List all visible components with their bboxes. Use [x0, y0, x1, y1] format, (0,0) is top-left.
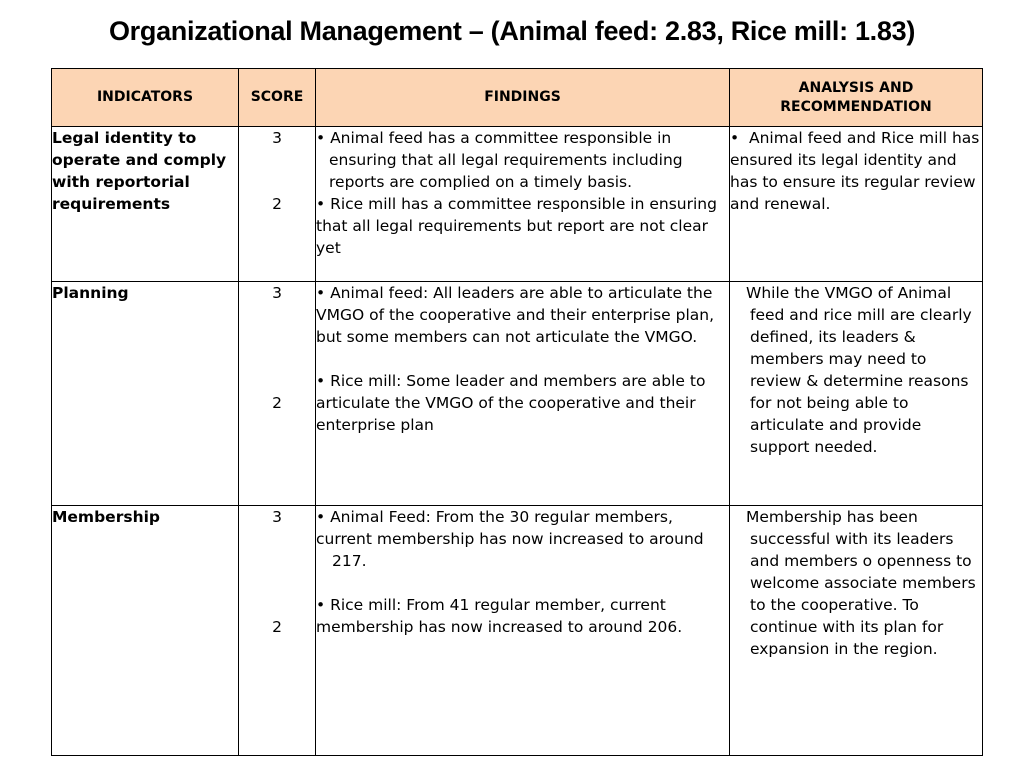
analysis-text: • Animal feed and Rice mill has ensured its legal identity and has to ensure its regular review and renewal. [730, 129, 980, 213]
score-cell [239, 282, 316, 506]
indicator-cell: Legal identity to operate and comply with reportorial requirements [52, 127, 239, 282]
table-header-row [52, 69, 983, 127]
score-rice-mill: 2 [272, 394, 282, 412]
header-score: SCORE [239, 69, 316, 127]
score-rice-mill: 2 [272, 195, 282, 213]
indicators-table [51, 68, 983, 756]
table-row-planning [52, 282, 983, 506]
findings-cell [316, 506, 730, 756]
finding-item: • Rice mill has a committee responsible in ensuring that all legal requirements but report are not clear yet [316, 195, 717, 257]
table-row-membership [52, 506, 983, 756]
analysis-text: Membership has been successful with its leaders and members o openness to welcome associate members to the cooperative. To continue with its plan for expansion in the region. [746, 508, 976, 658]
finding-item: • Animal feed: All leaders are able to articulate the VMGO of the cooperative and their enterprise plan, but some members can not articulate the VMGO. [316, 284, 715, 346]
findings-cell [316, 127, 730, 282]
score-animal-feed: 3 [272, 508, 282, 526]
score-animal-feed: 3 [272, 129, 282, 147]
findings-cell [316, 282, 730, 506]
header-indicators: INDICATORS [52, 69, 239, 127]
header-analysis: ANALYSIS AND RECOMMENDATION [730, 69, 983, 127]
indicator-cell: Membership [52, 506, 239, 756]
score-animal-feed: 3 [272, 284, 282, 302]
analysis-text: While the VMGO of Animal feed and rice mill are clearly defined, its leaders & members may need to review & determine reasons for not being able to articulate and provide support needed. [746, 284, 972, 456]
finding-item: • Rice mill: Some leader and members are able to articulate the VMGO of the cooperative and their enterprise plan [316, 372, 706, 434]
slide-title: Organizational Management – (Animal feed: 2.83, Rice mill: 1.83) [108, 16, 916, 46]
finding-continuation: 217. [332, 552, 367, 570]
finding-item: • Animal Feed: From the 30 regular members, current membership has now increased to around [316, 508, 704, 548]
finding-item: • Rice mill: From 41 regular member, current membership has now increased to around 206. [316, 596, 683, 636]
analysis-cell [730, 127, 983, 282]
score-cell [239, 127, 316, 282]
table-row-legal-identity [52, 127, 983, 282]
score-rice-mill: 2 [272, 618, 282, 636]
header-findings: FINDINGS [316, 69, 730, 127]
score-cell [239, 506, 316, 756]
finding-item: • Animal feed has a committee responsible in ensuring that all legal requirements including reports are complied on a timely basis. [316, 129, 683, 191]
analysis-cell [730, 282, 983, 506]
indicator-cell: Planning [52, 282, 239, 506]
analysis-cell [730, 506, 983, 756]
